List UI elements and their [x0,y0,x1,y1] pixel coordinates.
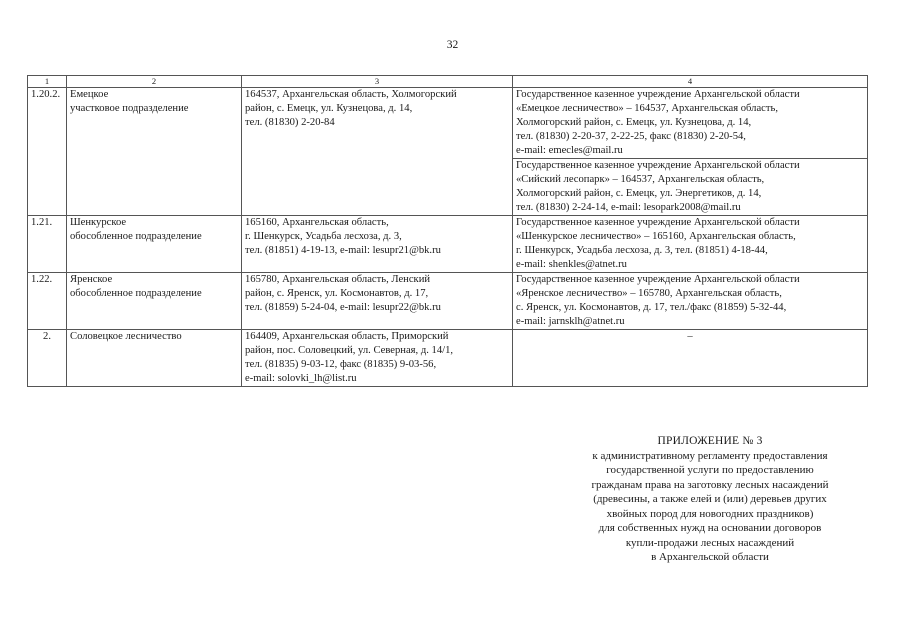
text-line: 165780, Архангельская область, Ленский [245,274,431,285]
appendix-line: в Архангельской области [651,551,769,563]
text-line: тел. (81830) 2-20-37, 2-22-25, факс (81830) 2-20-54, [516,131,746,142]
text-line: 164409, Архангельская область, Приморский [245,331,449,342]
text-line: обособленное подразделение [70,231,202,242]
institution-info [513,330,868,387]
appendix-line: к административному регламенту предоставления [592,449,828,462]
column-header: 4 [513,76,868,88]
text-line: с. Яренск, ул. Космонавтов, д. 17, тел./факс (81859) 5-32-44, [516,302,787,313]
institution-info [513,216,868,273]
text-line: г. Шенкурск, Усадьба лесхоза, д. 3, тел. (81851) 4-18-44, [516,245,768,256]
forestry-table [27,75,868,387]
appendix-line: купли-продажи лесных насаждений [625,536,795,549]
appendix-line: (древесины, а также елей и (или) деревьев других [593,493,827,505]
text-line: район, пос. Соловецкий, ул. Северная, д. 14/1, [245,345,454,356]
text-line: тел. (81851) 4-19-13, e-mail: lesupr21@bk.ru [245,245,441,256]
text-line: Шенкурское [70,217,127,228]
unit-address [242,273,513,330]
page-number: 32 [446,39,459,51]
text-line: «Сийский лесопарк» – 164537, Архангельская область, [516,174,765,185]
institution-info [513,273,868,330]
row-number: 1.22. [28,273,67,330]
table-row [28,88,868,159]
unit-name [67,216,242,273]
text-line: Емецкое [70,89,109,100]
appendix-line: для собственных нужд на основании договоров [598,522,822,534]
column-header: 2 [67,76,242,88]
text-line: Яренское [70,274,113,285]
text-line: Холмогорский район, с. Емецк, ул. Кузнецова, д. 14, [516,117,752,128]
text-line: 164537, Архангельская область, Холмогорский [245,89,457,100]
appendix-line: хвойных пород для новогодних праздников) [606,507,814,520]
text-line: Холмогорский район, с. Емецк, ул. Энергетиков, д. 14, [516,188,762,199]
appendix-block [560,434,860,565]
text-line: тел. (81835) 9-03-12, факс (81835) 9-03-56, [245,359,437,370]
text-line: Государственное казенное учреждение Архангельской области [516,217,800,228]
appendix-line: государственной услуги по предоставлению [606,464,814,476]
text-line: район, с. Емецк, ул. Кузнецова, д. 14, [245,103,413,114]
unit-name [67,330,242,387]
text-line: Соловецкое лесничество [70,331,182,342]
text-line: Государственное казенное учреждение Архангельской области [516,274,800,285]
column-header: 1 [28,76,67,88]
text-line: e-mail: solovki_lh@list.ru [245,373,357,384]
table-row [28,273,868,330]
appendix-line: гражданам права на заготовку лесных насаждений [591,478,829,491]
row-number: 1.21. [28,216,67,273]
text-line: участковое подразделение [70,103,189,114]
unit-name [67,273,242,330]
text-line: «Шенкурское лесничество» – 165160, Архангельская область, [516,231,796,242]
table-row [28,216,868,273]
text-line: тел. (81830) 2-24-14, e-mail: lesopark2008@mail.ru [516,202,741,213]
text-line: e-mail: emecles@mail.ru [516,145,623,156]
text-line: e-mail: shenkles@atnet.ru [516,259,627,270]
text-line: 165160, Архангельская область, [245,217,389,228]
unit-name [67,88,242,216]
text-line: «Емецкое лесничество» – 164537, Архангельская область, [516,103,778,114]
text-line: тел. (81859) 5-24-04, e-mail: lesupr22@bk.ru [245,302,441,313]
unit-address [242,330,513,387]
institution-info [513,88,868,159]
text-line: e-mail: jarnsklh@atnet.ru [516,316,625,327]
column-header: 3 [242,76,513,88]
text-line: тел. (81830) 2-20-84 [245,117,335,128]
unit-address [242,88,513,216]
institution-info [513,159,868,216]
text-line: обособленное подразделение [70,288,202,299]
text-line: Государственное казенное учреждение Архангельской области [516,160,800,171]
table-header-row [28,76,868,88]
text-line: Государственное казенное учреждение Архангельской области [516,89,800,100]
table-row [28,330,868,387]
row-number: 2. [28,330,67,387]
text-line: – [687,331,693,342]
text-line: г. Шенкурск, Усадьба лесхоза, д. 3, [245,231,402,242]
row-number: 1.20.2. [28,88,67,216]
appendix-title: ПРИЛОЖЕНИЕ № 3 [657,435,763,447]
text-line: район, с. Яренск, ул. Космонавтов, д. 17, [245,288,429,299]
unit-address [242,216,513,273]
text-line: «Яренское лесничество» – 165780, Архангельская область, [516,288,782,299]
